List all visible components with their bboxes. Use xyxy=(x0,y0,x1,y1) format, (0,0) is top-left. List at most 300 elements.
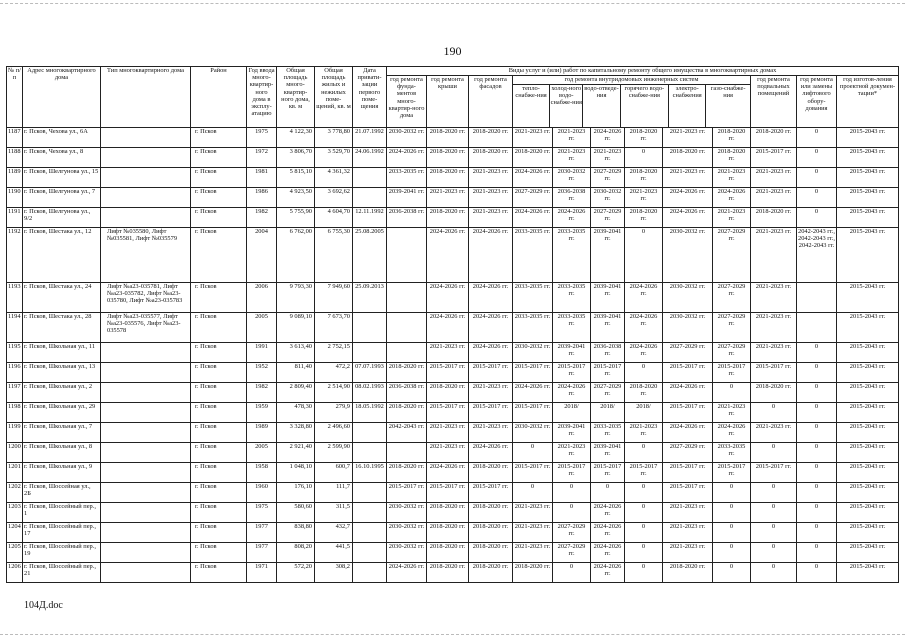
cell-electric: 2030-2032 гг. xyxy=(663,283,713,313)
cell-living: 279,9 xyxy=(315,403,353,423)
cell-year: 1975 xyxy=(247,128,277,148)
cell-living: 4 604,70 xyxy=(315,208,353,228)
header-num: № п/п xyxy=(7,67,23,128)
cell-gas: 2027-2029 гг. xyxy=(713,228,751,283)
cell-region: г. Псков xyxy=(191,148,247,168)
table-row xyxy=(7,228,899,283)
cell-total: 572,20 xyxy=(277,563,315,583)
cell-living: 441,5 xyxy=(315,543,353,563)
cell-docs: 2015-2043 гг. xyxy=(837,208,899,228)
cell-type xyxy=(101,403,191,423)
cell-address: г. Псков, Школьная ул., 7 xyxy=(23,423,101,443)
cell-docs: 2015-2043 гг. xyxy=(837,383,899,403)
cell-gas: 2027-2029 гг. xyxy=(713,313,751,343)
cell-heat: 0 xyxy=(513,483,553,503)
table-row xyxy=(7,148,899,168)
cell-cold: 2015-2017 гг. xyxy=(553,463,591,483)
cell-facade: 2018-2020 гг. xyxy=(469,523,513,543)
cell-hot: 2018-2020 гг. xyxy=(625,128,663,148)
cell-cold: 2021-2023 гг. xyxy=(553,443,591,463)
cell-living: 432,7 xyxy=(315,523,353,543)
cell-electric: 2027-2029 гг. xyxy=(663,343,713,363)
cell-total: 4 923,50 xyxy=(277,188,315,208)
cell-living: 3 529,70 xyxy=(315,148,353,168)
cell-heat: 2033-2035 гг. xyxy=(513,283,553,313)
cell-foundation: 2036-2038 гг. xyxy=(387,208,427,228)
scan-bottom-edge xyxy=(0,634,905,636)
cell-basement: 2021-2023 гг. xyxy=(751,283,797,313)
cell-address: г. Псков, Шелгунова ул., 9/2 xyxy=(23,208,101,228)
table-row xyxy=(7,483,899,503)
cell-region: г. Псков xyxy=(191,208,247,228)
cell-docs: 2015-2043 гг. xyxy=(837,563,899,583)
cell-roof: 2021-2023 гг. xyxy=(427,443,469,463)
header-row-top xyxy=(7,67,899,76)
cell-total: 478,30 xyxy=(277,403,315,423)
cell-foundation: 2036-2038 гг. xyxy=(387,383,427,403)
cell-priv: 07.07.1993 xyxy=(353,363,387,383)
cell-docs: 2015-2043 гг. xyxy=(837,443,899,463)
cell-electric: 2024-2026 гг. xyxy=(663,383,713,403)
cell-heat: 2021-2023 гг. xyxy=(513,543,553,563)
cell-elevator xyxy=(797,283,837,313)
cell-year: 2004 xyxy=(247,228,277,283)
cell-hot: 0 xyxy=(625,483,663,503)
cell-roof: 2024-2026 гг. xyxy=(427,463,469,483)
cell-address: г. Псков, Шестака ул., 24 xyxy=(23,283,101,313)
cell-elevator: 0 xyxy=(797,343,837,363)
cell-sewer: 2027-2029 гг. xyxy=(591,168,625,188)
cell-sewer: 2024-2026 гг. xyxy=(591,523,625,543)
cell-living: 311,5 xyxy=(315,503,353,523)
cell-type xyxy=(101,383,191,403)
cell-electric: 2015-2017 гг. xyxy=(663,463,713,483)
cell-elevator: 0 xyxy=(797,168,837,188)
header-facade: год ремонта фасадов xyxy=(469,76,513,128)
cell-basement: 2015-2017 гг. xyxy=(751,463,797,483)
cell-type xyxy=(101,463,191,483)
cell-basement: 0 xyxy=(751,503,797,523)
header-foundation: год ремонта фунда-ментов много-квартир-ного дома xyxy=(387,76,427,128)
cell-gas: 2018-2020 гг. xyxy=(713,148,751,168)
cell-address: г. Псков, Чехова ул., 8 xyxy=(23,148,101,168)
header-cold-water: холод-ного водо-снабже-ния xyxy=(550,85,583,127)
cell-cold: 2027-2029 гг. xyxy=(553,523,591,543)
cell-facade: 2021-2023 гг. xyxy=(469,168,513,188)
cell-cold: 0 xyxy=(553,503,591,523)
cell-heat: 2015-2017 гг. xyxy=(513,403,553,423)
cell-heat: 2021-2023 гг. xyxy=(513,128,553,148)
cell-roof: 2021-2023 гг. xyxy=(427,343,469,363)
cell-sewer: 2039-2041 гг. xyxy=(591,283,625,313)
cell-basement: 0 xyxy=(751,483,797,503)
cell-gas: 2021-2023 гг. xyxy=(713,403,751,423)
cell-region: г. Псков xyxy=(191,383,247,403)
cell-roof: 2021-2023 гг. xyxy=(427,423,469,443)
cell-region: г. Псков xyxy=(191,128,247,148)
cell-address: г. Псков, Шелгунова ул., 15 xyxy=(23,168,101,188)
cell-year: 1986 xyxy=(247,188,277,208)
table-row xyxy=(7,313,899,343)
cell-type xyxy=(101,188,191,208)
cell-type: Лифт №035580, Лифт №035581, Лифт №035579 xyxy=(101,228,191,283)
capital-repair-table xyxy=(6,66,899,583)
cell-priv: 08.02.1993 xyxy=(353,383,387,403)
cell-total: 811,40 xyxy=(277,363,315,383)
cell-cold: 2033-2035 гг. xyxy=(553,283,591,313)
cell-cold: 0 xyxy=(553,563,591,583)
cell-basement: 2018-2020 гг. xyxy=(751,208,797,228)
cell-sewer: 2024-2026 гг. xyxy=(591,128,625,148)
cell-foundation: 2018-2020 гг. xyxy=(387,363,427,383)
cell-facade: 2024-2026 гг. xyxy=(469,443,513,463)
cell-type xyxy=(101,208,191,228)
cell-basement: 0 xyxy=(751,523,797,543)
cell-priv: 25.09.2013 xyxy=(353,283,387,313)
cell-heat: 2030-2032 гг. xyxy=(513,423,553,443)
cell-gas: 0 xyxy=(713,563,751,583)
table-row xyxy=(7,208,899,228)
cell-year: 1972 xyxy=(247,148,277,168)
table-row xyxy=(7,343,899,363)
cell-elevator: 0 xyxy=(797,503,837,523)
cell-sewer: 2027-2029 гг. xyxy=(591,208,625,228)
cell-elevator: 2042-2043 гг., 2042-2043 гг., 2042-2043 гг. xyxy=(797,228,837,283)
cell-roof: 2018-2020 гг. xyxy=(427,383,469,403)
cell-docs: 2015-2043 гг. xyxy=(837,463,899,483)
cell-docs: 2015-2043 гг. xyxy=(837,423,899,443)
cell-sewer: 2039-2041 гг. xyxy=(591,443,625,463)
cell-living: 3 778,80 xyxy=(315,128,353,148)
cell-cold: 2021-2023 гг. xyxy=(553,128,591,148)
cell-region: г. Псков xyxy=(191,313,247,343)
cell-basement: 2021-2023 гг. xyxy=(751,423,797,443)
cell-foundation: 2030-2032 гг. xyxy=(387,128,427,148)
cell-year: 1981 xyxy=(247,168,277,188)
cell-address: г. Псков, Чехова ул., 6А xyxy=(23,128,101,148)
cell-heat: 2015-2017 гг. xyxy=(513,363,553,383)
cell-elevator: 0 xyxy=(797,523,837,543)
cell-total: 4 122,30 xyxy=(277,128,315,148)
cell-foundation: 2033-2035 гг. xyxy=(387,168,427,188)
cell-roof: 2024-2026 гг. xyxy=(427,283,469,313)
cell-hot: 2018/ xyxy=(625,403,663,423)
cell-roof: 2021-2023 гг. xyxy=(427,188,469,208)
cell-cold: 2033-2035 гг. xyxy=(553,313,591,343)
cell-roof: 2018-2020 гг. xyxy=(427,503,469,523)
table-row xyxy=(7,443,899,463)
cell-electric: 2015-2017 гг. xyxy=(663,363,713,383)
cell-region: г. Псков xyxy=(191,343,247,363)
cell-sewer: 2015-2017 гг. xyxy=(591,363,625,383)
cell-hot: 2024-2026 гг. xyxy=(625,343,663,363)
cell-region: г. Псков xyxy=(191,463,247,483)
cell-living: 472,2 xyxy=(315,363,353,383)
cell-num: 1204 xyxy=(7,523,23,543)
cell-elevator: 0 xyxy=(797,363,837,383)
cell-priv: 21.07.1992 xyxy=(353,128,387,148)
cell-basement: 2021-2023 гг. xyxy=(751,228,797,283)
cell-basement: 0 xyxy=(751,563,797,583)
cell-elevator: 0 xyxy=(797,148,837,168)
table-row xyxy=(7,423,899,443)
cell-sewer: 2018/ xyxy=(591,403,625,423)
header-heat: тепло-снабже-ния xyxy=(513,85,550,127)
header-works-group: Виды услуг и (или) работ по капитальному ремонту общего имущества в многоквартирных домах xyxy=(387,67,899,76)
cell-basement: 2018-2020 гг. xyxy=(751,383,797,403)
cell-year: 1958 xyxy=(247,463,277,483)
cell-year: 1989 xyxy=(247,423,277,443)
cell-region: г. Псков xyxy=(191,523,247,543)
cell-basement: 0 xyxy=(751,543,797,563)
cell-num: 1206 xyxy=(7,563,23,583)
cell-electric: 2021-2023 гг. xyxy=(663,168,713,188)
header-total-area: Общая площадь много-квартир-ного дома, кв. м xyxy=(277,67,315,128)
cell-num: 1205 xyxy=(7,543,23,563)
header-year: Год ввода много-квартир-ного дома в эксплу-атацию xyxy=(247,67,277,128)
cell-foundation xyxy=(387,313,427,343)
cell-hot: 0 xyxy=(625,363,663,383)
cell-elevator: 0 xyxy=(797,423,837,443)
cell-foundation: 2024-2026 гг. xyxy=(387,563,427,583)
cell-sewer: 2024-2026 гг. xyxy=(591,503,625,523)
cell-total: 5 815,10 xyxy=(277,168,315,188)
cell-roof: 2018-2020 гг. xyxy=(427,128,469,148)
cell-region: г. Псков xyxy=(191,403,247,423)
cell-num: 1194 xyxy=(7,313,23,343)
cell-elevator: 0 xyxy=(797,563,837,583)
cell-docs: 2015-2043 гг. xyxy=(837,523,899,543)
table-row xyxy=(7,188,899,208)
cell-facade: 2021-2023 гг. xyxy=(469,423,513,443)
cell-sewer: 2024-2026 гг. xyxy=(591,543,625,563)
cell-basement: 2021-2023 гг. xyxy=(751,188,797,208)
cell-docs: 2015-2043 гг. xyxy=(837,148,899,168)
header-basement: год ремонта подвальных помещений xyxy=(751,76,797,128)
cell-cold: 2033-2035 гг. xyxy=(553,228,591,283)
cell-region: г. Псков xyxy=(191,188,247,208)
header-address: Адрес многоквартирного дома xyxy=(23,67,101,128)
cell-foundation xyxy=(387,283,427,313)
cell-address: г. Псков, Школьная ул., 8 xyxy=(23,443,101,463)
cell-priv xyxy=(353,523,387,543)
header-roof: год ремонта крыши xyxy=(427,76,469,128)
cell-foundation: 2030-2032 гг. xyxy=(387,503,427,523)
cell-gas: 2027-2029 гг. xyxy=(713,283,751,313)
table-row xyxy=(7,363,899,383)
cell-elevator: 0 xyxy=(797,443,837,463)
cell-electric: 2015-2017 гг. xyxy=(663,403,713,423)
header-living-area: Общая площадь жилых и нежилых поме-щений, кв. м xyxy=(315,67,353,128)
cell-docs: 2015-2043 гг. xyxy=(837,283,899,313)
cell-type xyxy=(101,563,191,583)
cell-year: 1977 xyxy=(247,523,277,543)
cell-gas: 2018-2020 гг. xyxy=(713,128,751,148)
cell-basement: 2018-2020 гг. xyxy=(751,128,797,148)
cell-cold: 2039-2041 гг. xyxy=(553,423,591,443)
cell-region: г. Псков xyxy=(191,168,247,188)
cell-type: Лифт №а23-035577, Лифт №а23-035576, Лифт №а23-035578 xyxy=(101,313,191,343)
cell-foundation: 2024-2026 гг. xyxy=(387,148,427,168)
cell-basement: 2015-2017 гг. xyxy=(751,148,797,168)
cell-year: 1952 xyxy=(247,363,277,383)
cell-hot: 0 xyxy=(625,228,663,283)
cell-elevator: 0 xyxy=(797,403,837,423)
cell-roof: 2015-2017 гг. xyxy=(427,363,469,383)
cell-num: 1192 xyxy=(7,228,23,283)
cell-type xyxy=(101,168,191,188)
cell-type xyxy=(101,483,191,503)
cell-priv xyxy=(353,168,387,188)
cell-total: 5 755,90 xyxy=(277,208,315,228)
cell-electric: 2018-2020 гг. xyxy=(663,148,713,168)
cell-living: 2 496,60 xyxy=(315,423,353,443)
cell-region: г. Псков xyxy=(191,563,247,583)
cell-electric: 2027-2029 гг. xyxy=(663,443,713,463)
cell-total: 2 809,40 xyxy=(277,383,315,403)
cell-basement: 2021-2023 гг. xyxy=(751,168,797,188)
cell-electric: 2015-2017 гг. xyxy=(663,483,713,503)
cell-heat: 2018-2020 гг. xyxy=(513,563,553,583)
cell-electric: 2021-2023 гг. xyxy=(663,543,713,563)
cell-hot: 2015-2017 гг. xyxy=(625,463,663,483)
cell-facade: 2015-2017 гг. xyxy=(469,363,513,383)
cell-region: г. Псков xyxy=(191,503,247,523)
cell-elevator: 0 xyxy=(797,483,837,503)
cell-cold: 2015-2017 гг. xyxy=(553,363,591,383)
cell-year: 1982 xyxy=(247,208,277,228)
cell-facade: 2018-2020 гг. xyxy=(469,563,513,583)
cell-roof: 2024-2026 гг. xyxy=(427,313,469,343)
cell-address: г. Псков, Школьная ул., 29 xyxy=(23,403,101,423)
cell-electric: 2018-2020 гг. xyxy=(663,563,713,583)
header-project-docs: год изготов-ления проектной докумен-тации* xyxy=(837,76,899,128)
cell-region: г. Псков xyxy=(191,228,247,283)
cell-region: г. Псков xyxy=(191,363,247,383)
cell-docs: 2015-2043 гг. xyxy=(837,168,899,188)
cell-gas: 2021-2023 гг. xyxy=(713,168,751,188)
cell-priv: 25.08.2005 xyxy=(353,228,387,283)
cell-priv: 18.05.1992 xyxy=(353,403,387,423)
header-engineering-group: год ремонта внутридомовых инженерных систем xyxy=(513,76,750,85)
cell-gas: 2021-2023 гг. xyxy=(713,208,751,228)
cell-cold: 0 xyxy=(553,483,591,503)
cell-foundation: 2030-2032 гг. xyxy=(387,543,427,563)
cell-type xyxy=(101,343,191,363)
cell-gas: 2027-2029 гг. xyxy=(713,343,751,363)
cell-year: 2005 xyxy=(247,313,277,343)
cell-elevator: 0 xyxy=(797,543,837,563)
cell-num: 1190 xyxy=(7,188,23,208)
cell-hot: 0 xyxy=(625,543,663,563)
cell-living: 7 949,60 xyxy=(315,283,353,313)
cell-total: 580,60 xyxy=(277,503,315,523)
cell-facade: 2015-2017 гг. xyxy=(469,483,513,503)
cell-elevator: 0 xyxy=(797,463,837,483)
cell-roof: 2018-2020 гг. xyxy=(427,208,469,228)
cell-gas: 2024-2026 гг. xyxy=(713,188,751,208)
cell-living: 2 514,90 xyxy=(315,383,353,403)
header-elevator: год ремонта или замены лифтового обору-дования xyxy=(797,76,837,128)
cell-num: 1198 xyxy=(7,403,23,423)
table-row xyxy=(7,383,899,403)
cell-heat: 2018-2020 гг. xyxy=(513,148,553,168)
cell-heat: 2027-2029 гг. xyxy=(513,188,553,208)
cell-total: 3 613,40 xyxy=(277,343,315,363)
cell-facade: 2018-2020 гг. xyxy=(469,503,513,523)
header-gas: газо-снабже-ния xyxy=(710,85,746,100)
cell-roof: 2018-2020 гг. xyxy=(427,523,469,543)
cell-gas: 0 xyxy=(713,523,751,543)
header-sewer: водо-отведе-ния xyxy=(583,85,620,127)
cell-gas: 2015-2017 гг. xyxy=(713,463,751,483)
table-row xyxy=(7,543,899,563)
cell-address: г. Псков, Шоссейная ул., 2Б xyxy=(23,483,101,503)
cell-type xyxy=(101,503,191,523)
cell-num: 1196 xyxy=(7,363,23,383)
cell-facade: 2024-2026 гг. xyxy=(469,313,513,343)
cell-basement: 0 xyxy=(751,443,797,463)
cell-cold: 2030-2032 гг. xyxy=(553,168,591,188)
cell-cold: 2039-2041 гг. xyxy=(553,343,591,363)
cell-type xyxy=(101,363,191,383)
cell-docs: 2015-2043 гг. xyxy=(837,343,899,363)
cell-foundation: 2042-2043 гг. xyxy=(387,423,427,443)
cell-facade: 2018-2020 гг. xyxy=(469,148,513,168)
cell-num: 1188 xyxy=(7,148,23,168)
cell-hot: 2018-2020 гг. xyxy=(625,383,663,403)
cell-facade: 2024-2026 гг. xyxy=(469,228,513,283)
cell-total: 176,10 xyxy=(277,483,315,503)
cell-hot: 2018-2020 гг. xyxy=(625,208,663,228)
cell-cold: 2036-2038 гг. xyxy=(553,188,591,208)
cell-docs: 2015-2043 гг. xyxy=(837,543,899,563)
table-row xyxy=(7,283,899,313)
cell-docs: 2015-2043 гг. xyxy=(837,188,899,208)
cell-elevator: 0 xyxy=(797,188,837,208)
cell-priv: 12.11.1992 xyxy=(353,208,387,228)
cell-address: г. Псков, Школьная ул., 9 xyxy=(23,463,101,483)
cell-electric: 2021-2023 гг. xyxy=(663,128,713,148)
cell-docs: 2015-2043 гг. xyxy=(837,128,899,148)
cell-heat: 2021-2023 гг. xyxy=(513,523,553,543)
cell-cold: 2018/ xyxy=(553,403,591,423)
cell-roof: 2024-2026 гг. xyxy=(427,228,469,283)
cell-docs: 2015-2043 гг. xyxy=(837,403,899,423)
cell-docs: 2015-2043 гг. xyxy=(837,363,899,383)
cell-heat: 2033-2035 гг. xyxy=(513,313,553,343)
cell-sewer: 0 xyxy=(591,483,625,503)
cell-total: 3 328,80 xyxy=(277,423,315,443)
cell-num: 1203 xyxy=(7,503,23,523)
cell-docs: 2015-2043 гг. xyxy=(837,228,899,283)
cell-heat: 2024-2026 гг. xyxy=(513,208,553,228)
cell-basement: 0 xyxy=(751,403,797,423)
cell-num: 1189 xyxy=(7,168,23,188)
cell-year: 2006 xyxy=(247,283,277,313)
table-row xyxy=(7,503,899,523)
cell-facade: 2015-2017 гг. xyxy=(469,403,513,423)
cell-hot: 2024-2026 гг. xyxy=(625,283,663,313)
header-privatization: Дата привати-зации первого поме-щения xyxy=(353,67,387,128)
cell-elevator: 0 xyxy=(797,383,837,403)
cell-foundation: 2039-2041 гг. xyxy=(387,188,427,208)
header-electric: электро-снабжения xyxy=(669,85,706,127)
cell-address: г. Псков, Шелгунова ул., 7 xyxy=(23,188,101,208)
cell-year: 1960 xyxy=(247,483,277,503)
cell-basement: 2015-2017 гг. xyxy=(751,363,797,383)
cell-address: г. Псков, Шестака ул., 28 xyxy=(23,313,101,343)
